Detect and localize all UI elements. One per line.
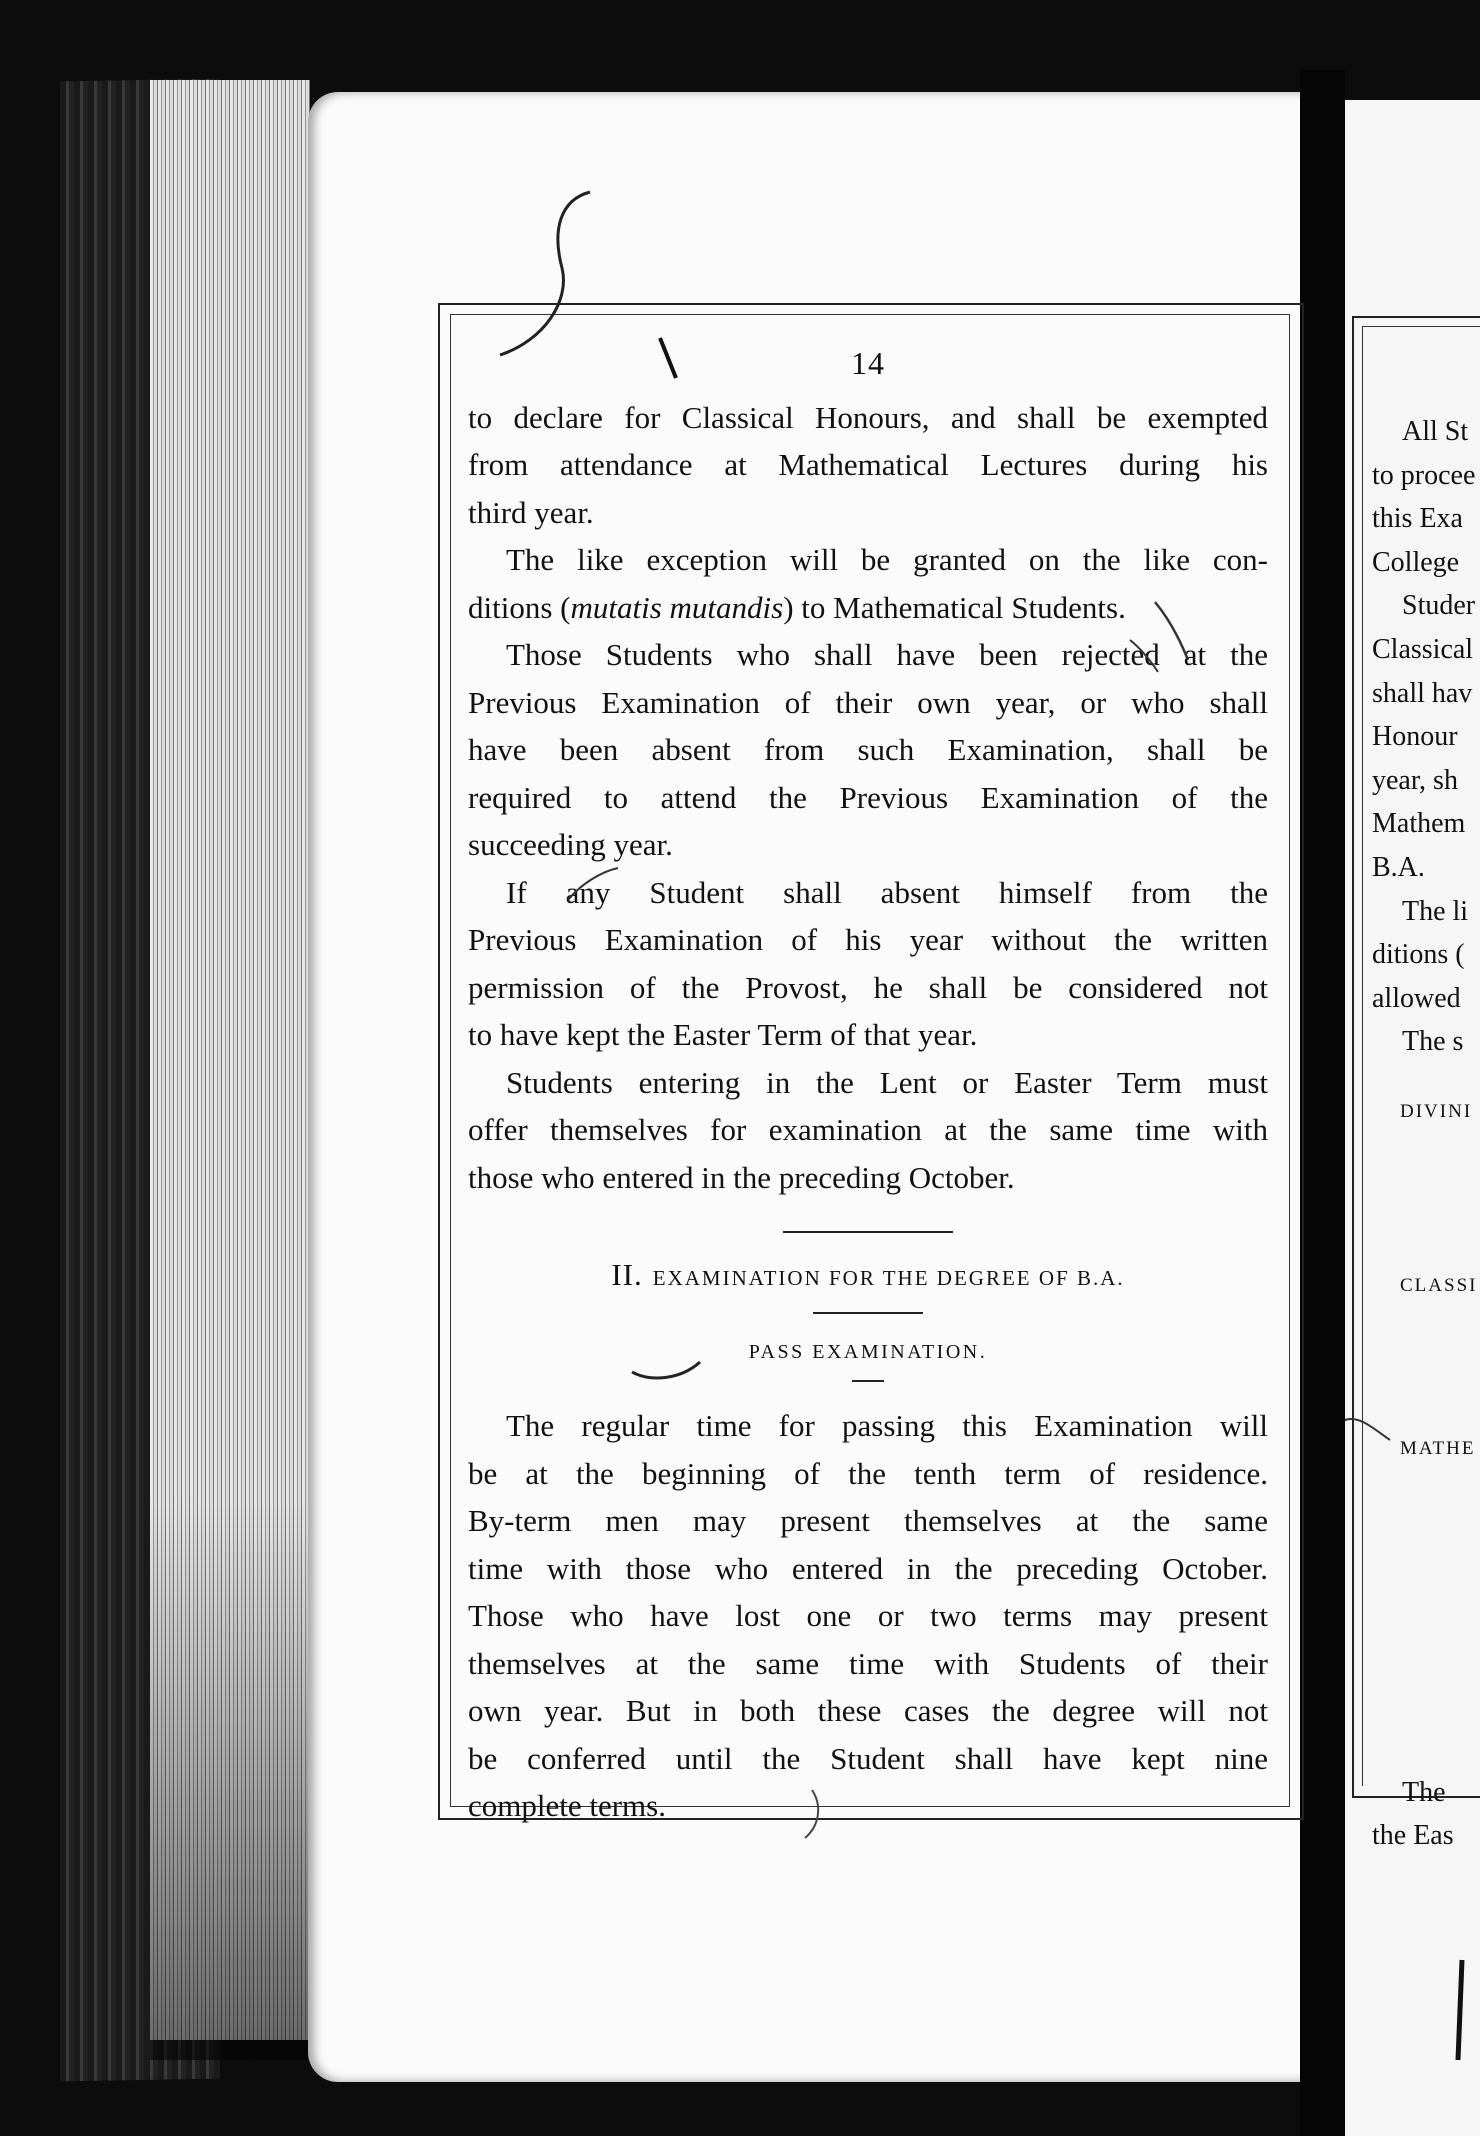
text-line: year, sh	[1372, 764, 1458, 796]
pencil-mark	[660, 338, 676, 378]
text-line: The s	[1402, 1026, 1464, 1058]
text-line: allowed	[1372, 982, 1461, 1014]
pencil-mark	[500, 192, 590, 355]
text-line: offer themselves for examination at the same time with	[468, 1112, 1268, 1147]
latin-phrase: mutatis mutandis	[570, 589, 784, 625]
text-line: to have kept the Easter Term of that year.	[468, 1017, 978, 1052]
text-line: Previous Examination of their own year, or who shall	[468, 684, 1268, 720]
text-line: to procee	[1372, 459, 1476, 491]
text-line: ditions (	[1372, 939, 1465, 971]
text-line: be at the beginning of the tenth term of residence.	[468, 1455, 1268, 1491]
subsection-heading: PASS EXAMINATION.	[748, 1341, 988, 1363]
small-caps-label: CLASSI	[1400, 1274, 1478, 1296]
pencil-mark	[1458, 1960, 1462, 2060]
text-line: Mathem	[1372, 808, 1466, 840]
text-line: All St	[1402, 416, 1469, 447]
text-line: time with those who entered in the preceding October.	[468, 1550, 1268, 1586]
text-line: complete terms.	[468, 1788, 666, 1823]
text-line: Studer	[1402, 590, 1476, 622]
text-line: Those who have lost one or two terms may present	[468, 1598, 1268, 1633]
text-line: the Eas	[1372, 1820, 1454, 1852]
pencil-mark	[1345, 1419, 1390, 1440]
text-line: themselves at the same time with Students of their	[468, 1645, 1268, 1681]
text-line: The li	[1402, 895, 1469, 927]
text-line: College	[1372, 546, 1460, 578]
small-caps-label: DIVINI	[1400, 1100, 1473, 1122]
pencil-mark	[1155, 602, 1188, 660]
text-line: shall hav	[1372, 677, 1473, 709]
text-line: Those Students who shall have been rejected at the	[506, 637, 1268, 672]
text-line: third year.	[468, 494, 594, 530]
text-line: be conferred until the Student shall have kept nine	[468, 1740, 1268, 1776]
text-line: By-term men may present themselves at the same	[468, 1503, 1268, 1538]
text-line: If any Student shall absent himself from the	[506, 874, 1268, 910]
text-line: this Exa	[1372, 503, 1463, 535]
text-line: to declare for Classical Honours, and shall be exempted	[468, 399, 1268, 435]
small-caps-label: MATHE	[1400, 1438, 1476, 1460]
text-line: ditions (mutatis mutandis) to Mathematical Students.	[468, 589, 1126, 625]
text-line: Previous Examination of his year without the written	[468, 922, 1268, 957]
text-line: The	[1402, 1776, 1446, 1808]
pencil-mark	[632, 1362, 700, 1378]
section-title: EXAMINATION FOR THE DEGREE OF B.A.	[652, 1266, 1125, 1290]
text-line: The regular time for passing this Examination will	[506, 1408, 1268, 1443]
text-line: required to attend the Previous Examination of the	[468, 779, 1268, 815]
text-line: own year. But in both these cases the degree will not	[468, 1693, 1268, 1728]
text-line: Classical	[1372, 633, 1474, 665]
text-line: Students entering in the Lent or Easter Term must	[506, 1064, 1268, 1100]
text-line: succeeding year.	[468, 827, 673, 862]
pencil-mark	[805, 1790, 818, 1838]
text-line: have been absent from such Examination, shall be	[468, 732, 1268, 767]
pencil-mark	[1130, 640, 1158, 672]
text-line: B.A.	[1372, 851, 1425, 883]
pencil-mark	[568, 868, 618, 900]
text-line: permission of the Provost, he shall be considered not	[468, 969, 1268, 1005]
section-number: II.	[611, 1257, 643, 1292]
text-line: from attendance at Mathematical Lectures during his	[468, 447, 1268, 482]
text-line: The like exception will be granted on the like con-	[506, 542, 1268, 577]
text-line: Honour	[1372, 721, 1458, 753]
page-number: 14	[851, 345, 885, 381]
text-line: those who entered in the preceding October.	[468, 1159, 1015, 1195]
